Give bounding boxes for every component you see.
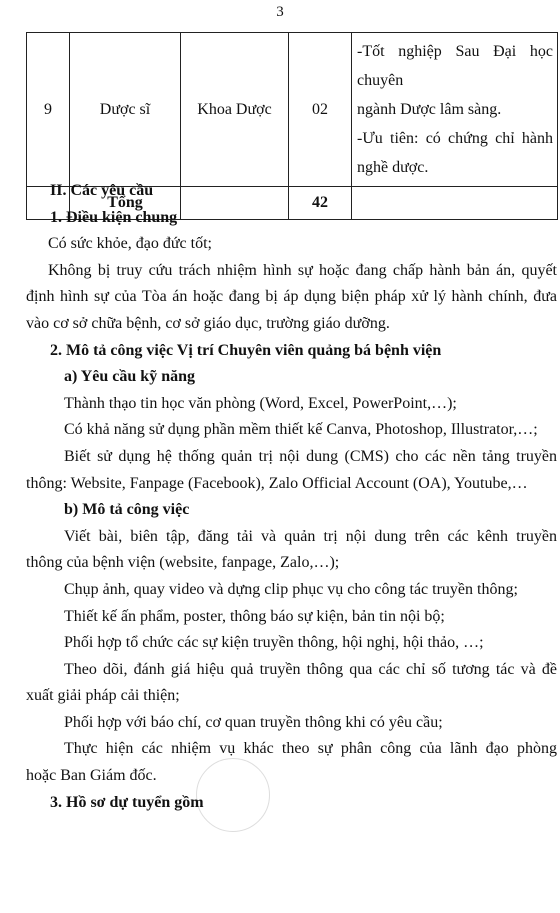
paragraph: Có khả năng sử dụng phần mềm thiết kế Canva, Photoshop, Illustrator,…; — [64, 421, 538, 439]
section-heading: II. Các yêu cầu — [50, 182, 154, 199]
paragraph-line: Thực hiện các nhiệm vụ khác theo sự phân công của lãnh đạo phòng — [64, 740, 557, 758]
subsection-heading: 1. Điều kiện chung — [50, 208, 178, 226]
sub-subsection-heading: a) Yêu cầu kỹ năng — [64, 368, 195, 386]
paragraph: Phối hợp với báo chí, cơ quan truyền thông khi có yêu cầu; — [64, 713, 443, 731]
sub-subsection-heading: b) Mô tả công việc — [64, 501, 190, 519]
paragraph: Chụp ảnh, quay video và dựng clip phục vụ cho công tác truyền thông; — [64, 580, 518, 598]
requirement-line: -Ưu tiên: có chứng chỉ hành — [357, 130, 553, 147]
paragraph-line: xuất giải pháp cải thiện; — [26, 687, 180, 705]
subsection-heading: 2. Mô tả công việc Vị trí Chuyên viên quảng bá bệnh viện — [50, 341, 442, 359]
requirement-line: nghề dược. — [357, 159, 429, 176]
cell-position: Dược sĩ — [70, 33, 181, 187]
paragraph-line: Không bị truy cứu trách nhiệm hình sự hoặc đang chấp hành bản án, quyết — [48, 261, 557, 279]
paragraph: Phối hợp tổ chức các sự kiện truyền thông, hội nghị, hội thảo, …; — [64, 634, 484, 652]
paragraph: Thành thạo tin học văn phòng (Word, Excel, PowerPoint,…); — [64, 394, 457, 412]
paragraph-line: Biết sử dụng hệ thống quản trị nội dung (CMS) cho các nền tảng truyền — [64, 447, 557, 465]
cell-stt: 9 — [27, 33, 70, 187]
subsection-heading: 3. Hồ sơ dự tuyển gồm — [50, 793, 204, 811]
total-value: 42 — [289, 187, 352, 220]
page-number: 3 — [276, 4, 284, 20]
paragraph-line: thông: Website, Fanpage (Facebook), Zalo Official Account (OA), Youtube,… — [26, 474, 528, 492]
paragraph-line: định hình sự của Tòa án hoặc đang bị áp dụng biện pháp xử lý hành chính, đưa — [26, 288, 557, 306]
cell-requirements — [352, 33, 558, 187]
paragraph-line: Theo dõi, đánh giá hiệu quả truyền thông qua các chỉ số tương tác và đề — [64, 660, 557, 678]
paragraph-line: hoặc Ban Giám đốc. — [26, 767, 157, 785]
requirement-line: -Tốt nghiệp Sau Đại học chuyên — [357, 43, 553, 89]
cell-department: Khoa Dược — [181, 33, 289, 187]
paragraph: Thiết kế ấn phẩm, poster, thông báo sự kiện, bản tin nội bộ; — [64, 607, 445, 625]
paragraph-line: vào cơ sở chữa bệnh, cơ sở giáo dục, trường giáo dưỡng. — [26, 314, 390, 332]
document-body — [26, 178, 557, 816]
total-label: Tổng — [70, 187, 181, 220]
paragraph: Có sức khỏe, đạo đức tốt; — [48, 235, 212, 253]
requirement-line: ngành Dược lâm sàng. — [357, 101, 502, 118]
table-row — [27, 33, 558, 187]
paragraph-line: thông của bệnh viện (website, fanpage, Zalo,…); — [26, 554, 340, 572]
paragraph-line: Viết bài, biên tập, đăng tải và quản trị nội dung trên các kênh truyền — [64, 527, 557, 545]
cell-quantity: 02 — [289, 33, 352, 187]
